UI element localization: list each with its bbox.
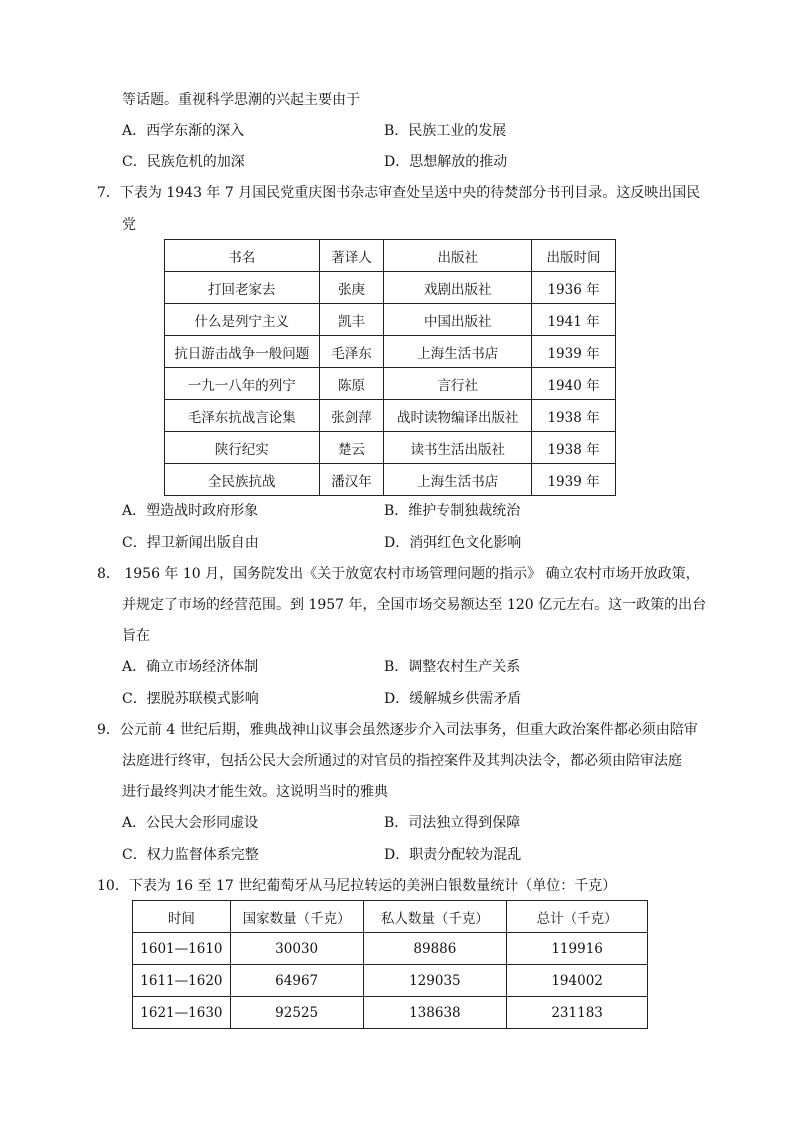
q8-option-d[interactable] <box>384 689 521 709</box>
option-letter: B． <box>384 123 409 139</box>
q9-stem-line2: 法庭进行终审，包括公民大会所通过的对官员的指控案件及其判决法令，都必须由陪审法庭 <box>122 753 682 769</box>
table-row <box>133 997 648 1029</box>
option-text: 公民大会形同虚设 <box>146 815 259 831</box>
private-amount: 138638 <box>363 997 507 1029</box>
q8-stem-line2: 并规定了市场的经营范围。到 1957 年，全国市场交易额达至 120 亿元左右。这一政策的出台 <box>122 597 707 613</box>
q9-stem-line1: 9．公元前 4 世纪后期，雅典战神山议事会虽然逐步介入司法事务，但重大政治案件都必须由陪审 <box>97 722 698 738</box>
table-row <box>133 965 648 997</box>
option-letter: C． <box>122 691 147 707</box>
author: 凯丰 <box>319 304 384 336</box>
q7-option-a[interactable] <box>122 501 258 521</box>
author: 楚云 <box>319 432 384 464</box>
publish-year: 1940 年 <box>532 368 616 400</box>
book-title: 全民族抗战 <box>165 464 320 496</box>
table-header: 时间 <box>133 901 231 933</box>
table-header: 国家数量（千克） <box>230 901 363 933</box>
option-letter: D． <box>384 691 410 707</box>
book-title: 什么是列宁主义 <box>165 304 320 336</box>
table-header: 著译人 <box>319 240 384 272</box>
option-letter: C． <box>122 154 147 170</box>
option-text: 塑造战时政府形象 <box>146 503 259 519</box>
table-row <box>133 933 648 965</box>
q7-stem-line2: 党 <box>122 217 136 233</box>
option-text: 调整农村生产关系 <box>408 659 521 675</box>
q9-stem-line3: 进行最终判决才能生效。这说明当时的雅典 <box>122 784 388 800</box>
publish-year: 1939 年 <box>532 464 616 496</box>
option-letter: B． <box>384 503 409 519</box>
period: 1601—1610 <box>133 933 231 965</box>
private-amount: 129035 <box>363 965 507 997</box>
publisher: 战时读物编译出版社 <box>384 400 532 432</box>
q8-stem-line1: 8． 1956 年 10 月，国务院发出《关于放宽农村市场管理问题的指示》 确立农村市场开放政策， <box>97 566 700 582</box>
option-letter: B． <box>384 659 409 675</box>
publish-year: 1936 年 <box>532 272 616 304</box>
option-text: 司法独立得到保障 <box>408 815 521 831</box>
q7-option-d[interactable] <box>384 533 521 553</box>
option-letter: D． <box>384 535 410 551</box>
table-row <box>165 304 616 336</box>
table-row <box>165 400 616 432</box>
publisher: 言行社 <box>384 368 532 400</box>
book-title: 一九一八年的列宁 <box>165 368 320 400</box>
publish-year: 1938 年 <box>532 432 616 464</box>
publisher: 读书生活出版社 <box>384 432 532 464</box>
total-amount: 119916 <box>507 933 648 965</box>
publish-year: 1941 年 <box>532 304 616 336</box>
option-text: 维护专制独裁统治 <box>408 503 521 519</box>
state-amount: 64967 <box>230 965 363 997</box>
author: 张庚 <box>319 272 384 304</box>
q10-silver-table <box>132 900 648 1029</box>
q6-stem: 等话题。重视科学思潮的兴起主要由于 <box>122 92 360 108</box>
publisher: 上海生活书店 <box>384 336 532 368</box>
option-letter: C． <box>122 847 147 863</box>
table-header: 书名 <box>165 240 320 272</box>
option-letter: A． <box>122 503 147 519</box>
option-letter: C． <box>122 535 147 551</box>
q7-stem-line1: 7．下表为 1943 年 7 月国民党重庆图书杂志审查处呈送中央的待焚部分书刊目录。这反映出国民 <box>97 185 701 201</box>
q10-stem: 10．下表为 16 至 17 世纪葡萄牙从马尼拉转运的美洲白银数量统计（单位：千克） <box>97 878 617 894</box>
q6-option-a[interactable] <box>122 121 244 141</box>
q6-option-d[interactable] <box>384 152 507 172</box>
option-text: 权力监督体系完整 <box>146 847 259 863</box>
option-text: 摆脱苏联模式影响 <box>146 691 259 707</box>
book-title: 毛泽东抗战言论集 <box>165 400 320 432</box>
q9-option-c[interactable] <box>122 845 259 865</box>
option-text: 民族危机的加深 <box>146 154 245 170</box>
option-text: 思想解放的推动 <box>409 154 508 170</box>
publisher: 上海生活书店 <box>384 464 532 496</box>
book-title: 抗日游击战争一般问题 <box>165 336 320 368</box>
publish-year: 1938 年 <box>532 400 616 432</box>
table-header: 出版时间 <box>532 240 616 272</box>
option-text: 确立市场经济体制 <box>146 659 259 675</box>
period: 1611—1620 <box>133 965 231 997</box>
table-row <box>165 464 616 496</box>
option-letter: D． <box>384 154 410 170</box>
total-amount: 194002 <box>507 965 648 997</box>
q8-option-a[interactable] <box>122 657 258 677</box>
q7-book-table <box>164 239 616 496</box>
option-letter: A． <box>122 123 147 139</box>
table-row <box>165 336 616 368</box>
period: 1621—1630 <box>133 997 231 1029</box>
table-row <box>165 432 616 464</box>
q6-option-b[interactable] <box>384 121 506 141</box>
q7-option-b[interactable] <box>384 501 520 521</box>
option-text: 捍卫新闻出版自由 <box>146 535 259 551</box>
publisher: 戏剧出版社 <box>384 272 532 304</box>
option-letter: A． <box>122 659 147 675</box>
option-text: 消弭红色文化影响 <box>409 535 522 551</box>
q6-option-c[interactable] <box>122 152 245 172</box>
q9-option-a[interactable] <box>122 813 258 833</box>
table-header: 出版社 <box>384 240 532 272</box>
option-text: 民族工业的发展 <box>408 123 507 139</box>
publish-year: 1939 年 <box>532 336 616 368</box>
table-header: 总计（千克） <box>507 901 648 933</box>
option-letter: B． <box>384 815 409 831</box>
option-text: 西学东渐的深入 <box>146 123 245 139</box>
q9-option-b[interactable] <box>384 813 520 833</box>
q8-option-b[interactable] <box>384 657 520 677</box>
q8-stem-line3: 旨在 <box>122 628 150 644</box>
table-header: 私人数量（千克） <box>363 901 507 933</box>
q9-option-d[interactable] <box>384 845 521 865</box>
book-title: 打回老家去 <box>165 272 320 304</box>
private-amount: 89886 <box>363 933 507 965</box>
q7-option-c[interactable] <box>122 533 259 553</box>
author: 陈原 <box>319 368 384 400</box>
option-letter: A． <box>122 815 147 831</box>
table-row <box>165 368 616 400</box>
option-text: 缓解城乡供需矛盾 <box>409 691 522 707</box>
book-title: 陕行纪实 <box>165 432 320 464</box>
table-row <box>165 272 616 304</box>
author: 张剑萍 <box>319 400 384 432</box>
option-letter: D． <box>384 847 410 863</box>
state-amount: 30030 <box>230 933 363 965</box>
q8-option-c[interactable] <box>122 689 259 709</box>
author: 毛泽东 <box>319 336 384 368</box>
state-amount: 92525 <box>230 997 363 1029</box>
total-amount: 231183 <box>507 997 648 1029</box>
publisher: 中国出版社 <box>384 304 532 336</box>
option-text: 职责分配较为混乱 <box>409 847 522 863</box>
author: 潘汉年 <box>319 464 384 496</box>
